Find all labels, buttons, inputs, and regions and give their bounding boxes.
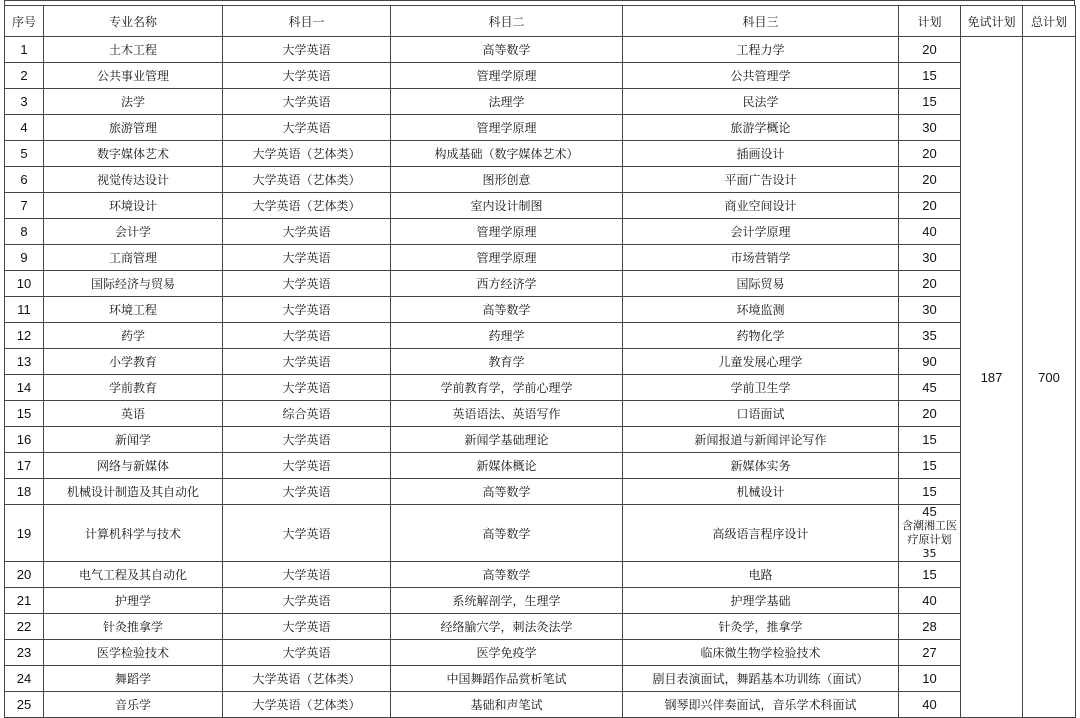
row-number: 25: [5, 692, 44, 718]
subject-3: 儿童发展心理学: [623, 349, 899, 375]
major-name: 法学: [44, 89, 223, 115]
row-number: 1: [5, 37, 44, 63]
table-row: [5, 37, 1076, 63]
subject-3: 高级语言程序设计: [623, 505, 899, 562]
major-name: 舞蹈学: [44, 666, 223, 692]
subject-1: 大学英语（艺体类）: [223, 666, 391, 692]
plan-count: 20: [899, 401, 961, 427]
subject-1: 大学英语: [223, 37, 391, 63]
subject-3: 剧目表演面试，舞蹈基本功训练（面试）: [623, 666, 899, 692]
table-row: [5, 692, 1076, 718]
subject-2: 管理学原理: [391, 115, 623, 141]
major-name: 网络与新媒体: [44, 453, 223, 479]
subject-1: 大学英语: [223, 297, 391, 323]
table-body: [5, 37, 1076, 718]
row-number: 12: [5, 323, 44, 349]
header-total-plan: 总计划: [1023, 6, 1076, 37]
plan-count: 30: [899, 245, 961, 271]
subject-2: 中国舞蹈作品赏析笔试: [391, 666, 623, 692]
major-name: 医学检验技术: [44, 640, 223, 666]
subject-1: 大学英语: [223, 63, 391, 89]
plan-count: 20: [899, 271, 961, 297]
row-number: 21: [5, 588, 44, 614]
subject-1: 大学英语: [223, 505, 391, 562]
subject-1: 大学英语: [223, 640, 391, 666]
plan-count: [899, 505, 961, 562]
plan-table: [4, 5, 1076, 718]
plan-count: 15: [899, 453, 961, 479]
table-row: [5, 666, 1076, 692]
row-number: 13: [5, 349, 44, 375]
subject-3: 民法学: [623, 89, 899, 115]
plan-count: 10: [899, 666, 961, 692]
subject-2: 高等数学: [391, 505, 623, 562]
subject-2: 高等数学: [391, 562, 623, 588]
plan-count-value: 45: [922, 504, 937, 519]
header-subject-1: 科目一: [223, 6, 391, 37]
subject-3: 插画设计: [623, 141, 899, 167]
major-name: 英语: [44, 401, 223, 427]
major-name: 学前教育: [44, 375, 223, 401]
subject-3: 口语面试: [623, 401, 899, 427]
plan-count: 15: [899, 63, 961, 89]
subject-2: 管理学原理: [391, 245, 623, 271]
major-name: 环境工程: [44, 297, 223, 323]
table-row: [5, 349, 1076, 375]
subject-1: 大学英语: [223, 479, 391, 505]
exempt-plan-total: 187: [961, 37, 1023, 718]
subject-3: 国际贸易: [623, 271, 899, 297]
table-row: [5, 63, 1076, 89]
major-name: 环境设计: [44, 193, 223, 219]
subject-3: 钢琴即兴伴奏面试，音乐学术科面试: [623, 692, 899, 718]
major-name: 计算机科学与技术: [44, 505, 223, 562]
table-row: [5, 562, 1076, 588]
subject-2: 法理学: [391, 89, 623, 115]
subject-2: 药理学: [391, 323, 623, 349]
plan-count: 15: [899, 427, 961, 453]
table-row: [5, 375, 1076, 401]
subject-1: 大学英语: [223, 245, 391, 271]
major-name: 药学: [44, 323, 223, 349]
table-row: [5, 453, 1076, 479]
header-subject-3: 科目三: [623, 6, 899, 37]
subject-1: 大学英语: [223, 614, 391, 640]
table-row: [5, 141, 1076, 167]
subject-2: 图形创意: [391, 167, 623, 193]
subject-2: 高等数学: [391, 297, 623, 323]
subject-3: 机械设计: [623, 479, 899, 505]
subject-3: 药物化学: [623, 323, 899, 349]
row-number: 10: [5, 271, 44, 297]
subject-1: 大学英语（艺体类）: [223, 692, 391, 718]
header-exempt-plan: 免试计划: [961, 6, 1023, 37]
subject-1: 大学英语（艺体类）: [223, 141, 391, 167]
subject-2: 医学免疫学: [391, 640, 623, 666]
subject-2: 新闻学基础理论: [391, 427, 623, 453]
major-name: 公共事业管理: [44, 63, 223, 89]
row-number: 9: [5, 245, 44, 271]
subject-1: 大学英语: [223, 375, 391, 401]
header-subject-2: 科目二: [391, 6, 623, 37]
subject-3: 新闻报道与新闻评论写作: [623, 427, 899, 453]
plan-count: 35: [899, 323, 961, 349]
subject-3: 公共管理学: [623, 63, 899, 89]
subject-1: 大学英语（艺体类）: [223, 167, 391, 193]
overall-plan-total: 700: [1023, 37, 1076, 718]
header-row: [5, 6, 1076, 37]
table-row: [5, 427, 1076, 453]
subject-1: 大学英语: [223, 89, 391, 115]
plan-count: 15: [899, 562, 961, 588]
row-number: 22: [5, 614, 44, 640]
plan-count: 30: [899, 297, 961, 323]
subject-1: 大学英语: [223, 219, 391, 245]
subject-2: 高等数学: [391, 479, 623, 505]
row-number: 19: [5, 505, 44, 562]
table-row: [5, 479, 1076, 505]
plan-count: 20: [899, 167, 961, 193]
subject-3: 新媒体实务: [623, 453, 899, 479]
row-number: 14: [5, 375, 44, 401]
subject-1: 大学英语: [223, 271, 391, 297]
subject-2: 新媒体概论: [391, 453, 623, 479]
subject-1: 大学英语: [223, 588, 391, 614]
table-row: [5, 297, 1076, 323]
row-number: 4: [5, 115, 44, 141]
plan-count: 28: [899, 614, 961, 640]
table-row: [5, 193, 1076, 219]
subject-2: 基础和声笔试: [391, 692, 623, 718]
table-row: [5, 219, 1076, 245]
major-name: 护理学: [44, 588, 223, 614]
subject-3: 商业空间设计: [623, 193, 899, 219]
table-row: [5, 271, 1076, 297]
table-row: [5, 323, 1076, 349]
subject-3: 平面广告设计: [623, 167, 899, 193]
table-row: [5, 167, 1076, 193]
major-name: 会计学: [44, 219, 223, 245]
subject-2: 系统解剖学，生理学: [391, 588, 623, 614]
row-number: 24: [5, 666, 44, 692]
major-name: 数字媒体艺术: [44, 141, 223, 167]
subject-1: 大学英语: [223, 562, 391, 588]
subject-2: 英语语法、英语写作: [391, 401, 623, 427]
major-name: 工商管理: [44, 245, 223, 271]
plan-count: 90: [899, 349, 961, 375]
subject-2: 西方经济学: [391, 271, 623, 297]
table-row: [5, 640, 1076, 666]
plan-count: 20: [899, 141, 961, 167]
subject-3: 针灸学，推拿学: [623, 614, 899, 640]
subject-1: 综合英语: [223, 401, 391, 427]
plan-count: 15: [899, 89, 961, 115]
subject-2: 室内设计制图: [391, 193, 623, 219]
subject-3: 护理学基础: [623, 588, 899, 614]
row-number: 2: [5, 63, 44, 89]
subject-1: 大学英语: [223, 323, 391, 349]
subject-2: 管理学原理: [391, 63, 623, 89]
subject-1: 大学英语: [223, 115, 391, 141]
header-plan: 计划: [899, 6, 961, 37]
table-row: [5, 614, 1076, 640]
major-name: 国际经济与贸易: [44, 271, 223, 297]
table-row: [5, 115, 1076, 141]
subject-1: 大学英语（艺体类）: [223, 193, 391, 219]
major-name: 电气工程及其自动化: [44, 562, 223, 588]
plan-count: 40: [899, 219, 961, 245]
subject-3: 临床微生物学检验技术: [623, 640, 899, 666]
subject-1: 大学英语: [223, 349, 391, 375]
major-name: 小学教育: [44, 349, 223, 375]
row-number: 20: [5, 562, 44, 588]
subject-2: 学前教育学，学前心理学: [391, 375, 623, 401]
row-number: 15: [5, 401, 44, 427]
subject-2: 构成基础（数字媒体艺术）: [391, 141, 623, 167]
major-name: 土木工程: [44, 37, 223, 63]
subject-2: 教育学: [391, 349, 623, 375]
subject-2: 经络腧穴学，刺法灸法学: [391, 614, 623, 640]
subject-3: 工程力学: [623, 37, 899, 63]
row-number: 6: [5, 167, 44, 193]
plan-count: 40: [899, 692, 961, 718]
plan-count: 30: [899, 115, 961, 141]
major-name: 新闻学: [44, 427, 223, 453]
major-name: 音乐学: [44, 692, 223, 718]
table-row: [5, 245, 1076, 271]
row-number: 23: [5, 640, 44, 666]
plan-count: 15: [899, 479, 961, 505]
plan-count: 20: [899, 37, 961, 63]
subject-2: 高等数学: [391, 37, 623, 63]
major-name: 针灸推拿学: [44, 614, 223, 640]
subject-3: 会计学原理: [623, 219, 899, 245]
header-no: 序号: [5, 6, 44, 37]
row-number: 8: [5, 219, 44, 245]
plan-count: 20: [899, 193, 961, 219]
row-number: 11: [5, 297, 44, 323]
major-name: 旅游管理: [44, 115, 223, 141]
subject-1: 大学英语: [223, 453, 391, 479]
subject-3: 学前卫生学: [623, 375, 899, 401]
subject-3: 环境监测: [623, 297, 899, 323]
subject-2: 管理学原理: [391, 219, 623, 245]
plan-count: 27: [899, 640, 961, 666]
major-name: 视觉传达设计: [44, 167, 223, 193]
plan-count: 45: [899, 375, 961, 401]
subject-1: 大学英语: [223, 427, 391, 453]
subject-3: 市场营销学: [623, 245, 899, 271]
subject-3: 旅游学概论: [623, 115, 899, 141]
row-number: 17: [5, 453, 44, 479]
row-number: 3: [5, 89, 44, 115]
plan-count-note: 含潮湘工医 疗原计划35: [902, 519, 957, 560]
row-number: 5: [5, 141, 44, 167]
major-name: 机械设计制造及其自动化: [44, 479, 223, 505]
row-number: 16: [5, 427, 44, 453]
row-number: 7: [5, 193, 44, 219]
subject-3: 电路: [623, 562, 899, 588]
table-row: [5, 588, 1076, 614]
row-number: 18: [5, 479, 44, 505]
table-row: [5, 401, 1076, 427]
table-row: [5, 89, 1076, 115]
header-major: 专业名称: [44, 6, 223, 37]
table-row: [5, 505, 1076, 562]
plan-count: 40: [899, 588, 961, 614]
